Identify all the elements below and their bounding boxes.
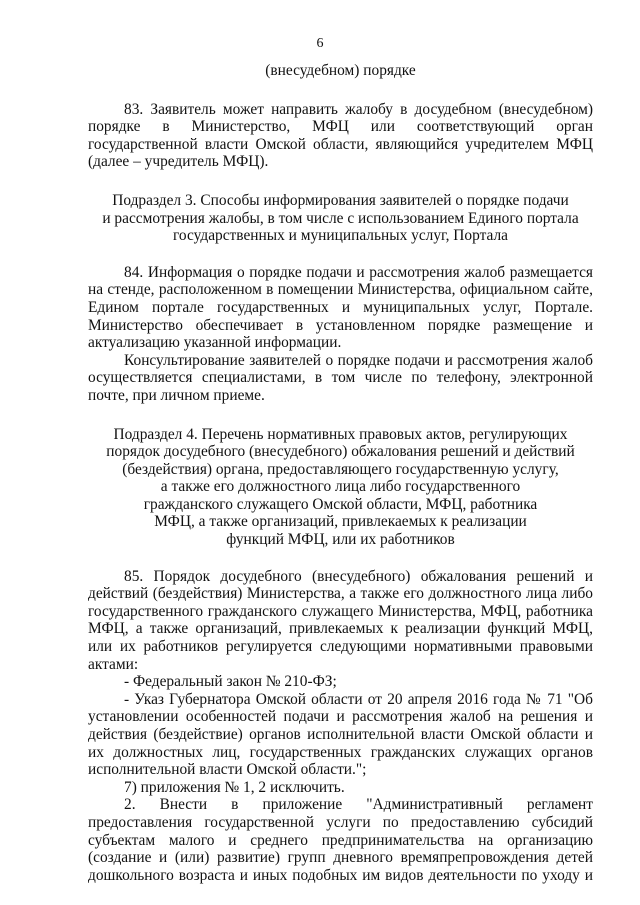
amendment-item-2: 2. Внести в приложение "Административный регламент предоставления государственной услуги по предоставлению субсидий субъектам малого и среднего предпринимательства на организацию (создание и (или) развитие) групп дневного времяпрепровождения детей дошкольного возраста и иных подобных им видов деятельности по уходу и: [88, 796, 593, 884]
subsection-heading-line: гражданского служащего Омской области, МФЦ, работника: [143, 495, 538, 513]
paragraph-84: 84. Информация о порядке подачи и рассмотрения жалоб размещается на стенде, расположенном в помещении Министерства, официальном сайте, Едином портале государственных и муниципальных услуг, Портале. Министерство обеспечивает в установленном порядке размещение и актуализацию указанной информации.: [88, 263, 593, 352]
section-heading-tail: (внесудебном) порядке: [265, 62, 416, 79]
paragraph-85: 85. Порядок досудебного (внесудебного) обжалования решений и действий (бездействия) Министерства, а также его должностного лица либо государственного гражданского служащего Министерства, МФЦ, работника МФЦ, а также организаций, привлекаемых к реализации функций МФЦ, или их работников регулируется следующими нормативными правовыми актами:: [88, 567, 593, 673]
paragraph-83: 83. Заявитель может направить жалобу в досудебном (внесудебном) порядке в Министерство, МФЦ или соответствующий орган государственной власти Омской области, являющийся учредителем МФЦ (далее – учредитель МФЦ).: [88, 100, 593, 171]
subsection-3-heading: [88, 192, 593, 245]
law-list-item: - Указ Губернатора Омской области от 20 апреля 2016 года № 71 "Об установлении особенностей подачи и рассмотрения жалоб на решения и действия (бездействие) органов исполнительной власти Омской области и их должностных лиц, государственных гражданских служащих органов исполнительной власти Омской области.";: [88, 690, 593, 779]
paragraph-84-consulting: Консультирование заявителей о порядке подачи и рассмотрения жалоб осуществляется специалистами, в том числе по телефону, электронной почте, при личном приеме.: [88, 351, 593, 404]
page-number: 6: [316, 36, 324, 51]
subsection-heading-line: Подраздел 4. Перечень нормативных правовых актов, регулирующих: [113, 425, 568, 443]
subsection-heading-line: государственных и муниципальных услуг, Портала: [173, 227, 508, 245]
subsection-heading-line: функций МФЦ, или их работников: [226, 531, 455, 549]
subsection-heading-line: (бездействия) органа, предоставляющего государственную услугу,: [122, 460, 559, 478]
subsection-heading-line: порядок досудебного (внесудебного) обжалования решений и действий: [106, 443, 575, 461]
subsection-4-heading: [88, 426, 593, 549]
subsection-heading-line: Подраздел 3. Способы информирования заявителей о порядке подачи: [112, 191, 569, 209]
subsection-heading-line: МФЦ, а также организаций, привлекаемых к реализации: [154, 513, 527, 531]
amendment-item-7: 7) приложения № 1, 2 исключить.: [124, 778, 345, 796]
law-list-item: - Федеральный закон № 210-ФЗ;: [124, 673, 337, 691]
subsection-heading-line: и рассмотрения жалобы, в том числе с использованием Единого портала: [102, 209, 579, 227]
subsection-heading-line: а также его должностного лица либо государственного: [160, 478, 521, 496]
document-body: [88, 62, 593, 884]
